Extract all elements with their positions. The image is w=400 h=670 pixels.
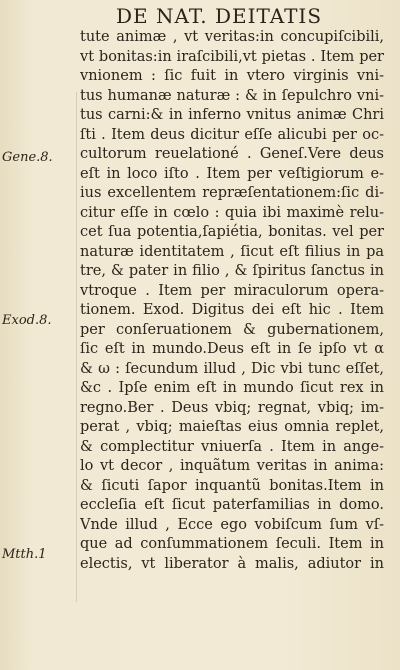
text-line: tus humanæ naturæ : & in ſepulchro vni-	[80, 87, 384, 104]
text-line: ſti . Item deus dicitur eſſe alicubi per oc-	[80, 126, 384, 143]
text-line: perat , vbiq; maieſtas eius omnia replet,	[80, 419, 384, 435]
margin-note-matthew: Mtth.1	[2, 547, 47, 562]
running-head: DE NAT. DEITATIS	[116, 4, 323, 28]
text-line: vt bonitas:in iraſcibili,vt pietas . Item per	[80, 48, 384, 65]
text-line: regno.Ber . Deus vbiq; regnat, vbiq; im-	[80, 399, 384, 416]
text-line: que ad conſummationem ſeculi. Item in	[80, 536, 384, 552]
body-text	[80, 28, 384, 574]
text-line: tus carni:& in inferno vnitus animæ Chri	[80, 107, 384, 123]
text-line: tute animæ , vt veritas:in concupiſcibili,	[80, 29, 384, 45]
text-line: citur eſſe in cœlo : quia ibi maximè relu-	[80, 204, 384, 221]
text-line: ius excellentem repræſentationem:ſic di-	[80, 185, 384, 201]
text-line: lo vt decor , inquãtum veritas in anima:	[80, 458, 384, 474]
text-line: tre, & pater in filio , & ſpiritus ſanctus in	[80, 263, 384, 279]
text-line: & ω : ſecundum illud , Dic vbi tunc eſſet,	[80, 360, 384, 377]
text-line: tionem. Exod. Digitus dei eſt hic . Item	[80, 302, 384, 318]
text-line: per conſeruationem & gubernationem,	[80, 321, 384, 338]
text-margin-rule	[76, 92, 77, 602]
text-line: cet ſua potentia,ſapiétia, bonitas. vel per	[80, 224, 384, 240]
text-line: &c . Ipſe enim eſt in mundo ſicut rex in	[80, 380, 384, 396]
text-line: naturæ identitatem , ſicut eſt filius in pa	[80, 243, 384, 260]
text-line: & complectitur vniuerſa . Item in ange-	[80, 438, 384, 455]
text-line: eſt in loco iſto . Item per veſtigiorum e-	[80, 165, 384, 182]
text-line: cultorum reuelationé . Geneſ.Vere deus	[80, 146, 384, 162]
text-line: electis, vt liberator à malis, adiutor in	[80, 555, 384, 572]
text-line: vnionem : ſic fuit in vtero virginis vni-	[80, 68, 384, 84]
text-line: eccleſia eſt ſicut paterfamilias in domo.	[80, 497, 384, 513]
text-line: ſic eſt in mundo.Deus eſt in ſe ipſo vt α	[80, 341, 384, 357]
margin-note-exodus: Exod.8.	[2, 313, 52, 328]
margin-note-genesis: Gene.8.	[2, 150, 53, 165]
text-line: vtroque . Item per miraculorum opera-	[80, 282, 384, 299]
text-line: & ſicuti ſapor inquantũ bonitas.Item in	[80, 477, 384, 494]
text-line: Vnde illud , Ecce ego vobiſcum ſum vſ-	[80, 516, 384, 533]
